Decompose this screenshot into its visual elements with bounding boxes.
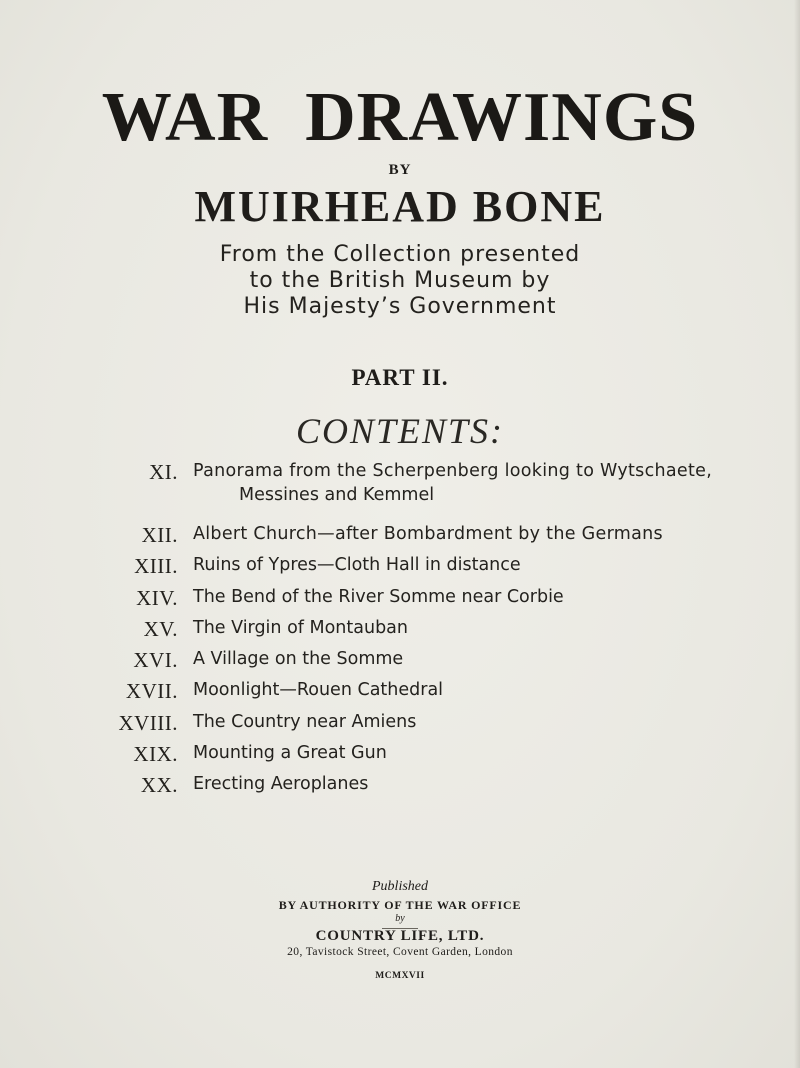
toc-number: XII. [141, 523, 178, 547]
published-label: Published [372, 879, 428, 894]
page-edge-shadow [794, 0, 800, 1068]
subtitle-line-2: to the British Museum by [249, 268, 551, 293]
toc-title: The Virgin of Montauban [193, 617, 408, 638]
toc-title: Panorama from the Scherpenberg looking to Wytschaete, [193, 461, 713, 481]
toc-entry [0, 711, 800, 742]
contents-heading: CONTENTS: [295, 411, 505, 451]
toc-title: Moonlight—Rouen Cathedral [193, 680, 444, 701]
subtitle-line-3: His Majesty’s Government [243, 294, 557, 319]
toc-title: Ruins of Ypres—Cloth Hall in distance [193, 555, 521, 576]
toc-number: XI. [149, 460, 178, 484]
main-title: WAR DRAWINGS [101, 79, 699, 156]
toc-title: Mounting a Great Gun [193, 743, 387, 764]
toc-entry [0, 586, 800, 617]
subtitle [0, 242, 800, 320]
by-line: by [395, 913, 405, 924]
toc-entry [0, 648, 800, 679]
toc-number: XIII. [134, 554, 178, 579]
toc-title: The Bend of the River Somme near Corbie [193, 586, 564, 607]
authority-line: BY AUTHORITY OF THE WAR OFFICE [278, 898, 522, 912]
publisher-address: 20, Tavistock Street, Covent Garden, London [287, 946, 513, 958]
toc-number: XIV. [136, 585, 178, 610]
toc-title: The Country near Amiens [193, 711, 417, 732]
publisher-name: COUNTRY LIFE, LTD. [315, 928, 485, 944]
toc-entry [0, 617, 800, 648]
part-heading: PART II. [351, 365, 449, 390]
toc-title-continuation: Messines and Kemmel [239, 485, 435, 505]
toc-number: XX. [140, 773, 178, 798]
author-name: MUIRHEAD BONE [194, 182, 606, 231]
toc-number: XVII. [125, 679, 178, 704]
toc-title: Erecting Aeroplanes [193, 774, 369, 795]
toc-entry [0, 742, 800, 773]
subtitle-line-1: From the Collection presented [219, 242, 581, 267]
table-of-contents [0, 460, 800, 805]
toc-entry [0, 679, 800, 710]
toc-number: XVI. [133, 648, 178, 673]
toc-number: XVIII. [118, 710, 178, 735]
toc-entry [0, 773, 800, 804]
toc-number: XV. [143, 616, 178, 641]
toc-title: Albert Church—after Bombardment by the Germans [193, 524, 663, 544]
toc-entry [0, 460, 800, 523]
toc-title: A Village on the Somme [193, 649, 404, 670]
publication-year: MCMXVII [375, 971, 425, 981]
toc-number: XIX. [133, 742, 178, 767]
toc-entry [0, 523, 800, 554]
toc-entry [0, 554, 800, 585]
by-label: BY [388, 162, 412, 178]
